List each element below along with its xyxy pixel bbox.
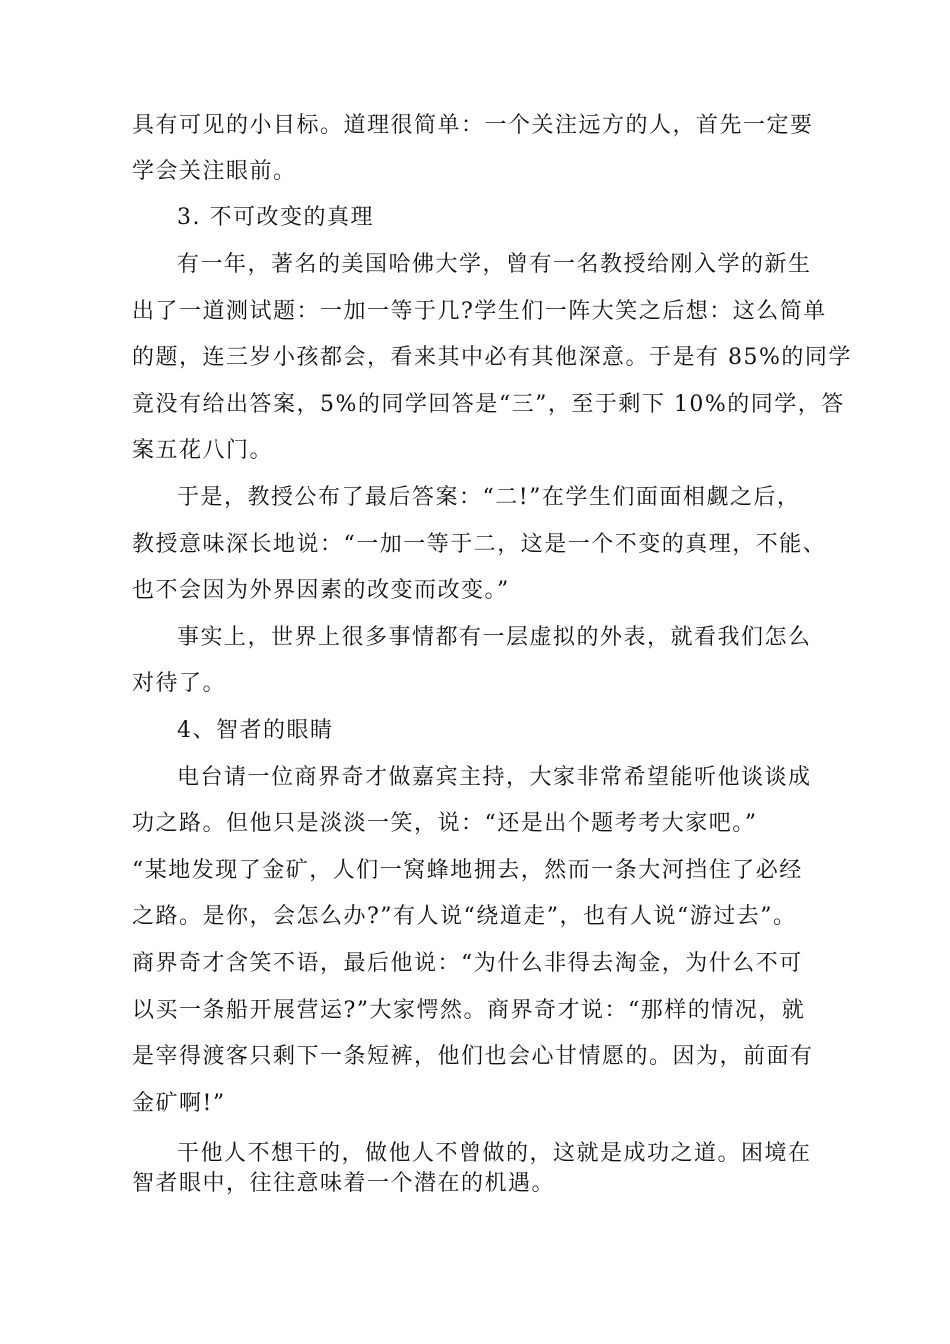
text-line: 功之路。但他只是淡淡一笑，说：“还是出个题考考大家吧。”: [132, 811, 758, 836]
text-line: 学会关注眼前。: [132, 159, 297, 184]
text-line: 也不会因为外界因素的改变而改变。”: [132, 578, 510, 603]
text-line: 有一年，著名的美国哈佛大学，曾有一名教授给刚入学的新生: [177, 252, 812, 277]
text-line: 以买一条船开展营运?”大家愕然。商界奇才说：“那样的情况，就: [132, 998, 806, 1023]
text-line: 智者眼中，往往意味着一个潜在的机遇。: [132, 1171, 556, 1196]
text-line: 是宰得渡客只剩下一条短裤，他们也会心甘情愿的。因为，前面有: [132, 1044, 814, 1069]
text-line: 于是，教授公布了最后答案：“二!”在学生们面面相觑之后，: [177, 485, 801, 510]
text-line: 干他人不想干的，做他人不曾做的，这就是成功之道。困境在: [177, 1141, 812, 1166]
text-line: 对待了。: [132, 671, 227, 696]
text-line: 具有可见的小目标。道理很简单：一个关注远方的人，首先一定要: [132, 113, 814, 138]
text-line: 电台请一位商界奇才做嘉宾主持，大家非常希望能听他谈谈成: [177, 765, 812, 790]
text-line: 的题，连三岁小孩都会，看来其中必有其他深意。于是有 85%的同学: [132, 345, 852, 370]
text-line: 商界奇才含笑不语，最后他说：“为什么非得去淘金，为什么不可: [132, 951, 803, 976]
text-line: 金矿啊!”: [132, 1091, 226, 1116]
text-line: 案五花八门。: [132, 438, 274, 463]
text-line: 竟没有给出答案，5%的同学回答是“三”，至于剩下 10%的同学，答: [132, 392, 845, 417]
text-line: 教授意味深长地说：“一加一等于二，这是一个不变的真理，不能、: [132, 532, 827, 557]
text-line: 事实上，世界上很多事情都有一层虚拟的外表，就看我们怎么: [177, 625, 812, 650]
text-line: “某地发现了金矿，人们一窝蜂地拥去，然而一条大河挡住了必经: [132, 858, 803, 883]
text-line: 之路。是你，会怎么办?”有人说“绕道走”，也有人说“游过去”。: [132, 904, 797, 929]
section-heading: 4、智者的眼睛: [177, 718, 334, 743]
text-line: 出了一道测试题：一加一等于几?学生们一阵大笑之后想：这么简单: [132, 299, 827, 324]
section-heading: 3. 不可改变的真理: [177, 205, 374, 230]
